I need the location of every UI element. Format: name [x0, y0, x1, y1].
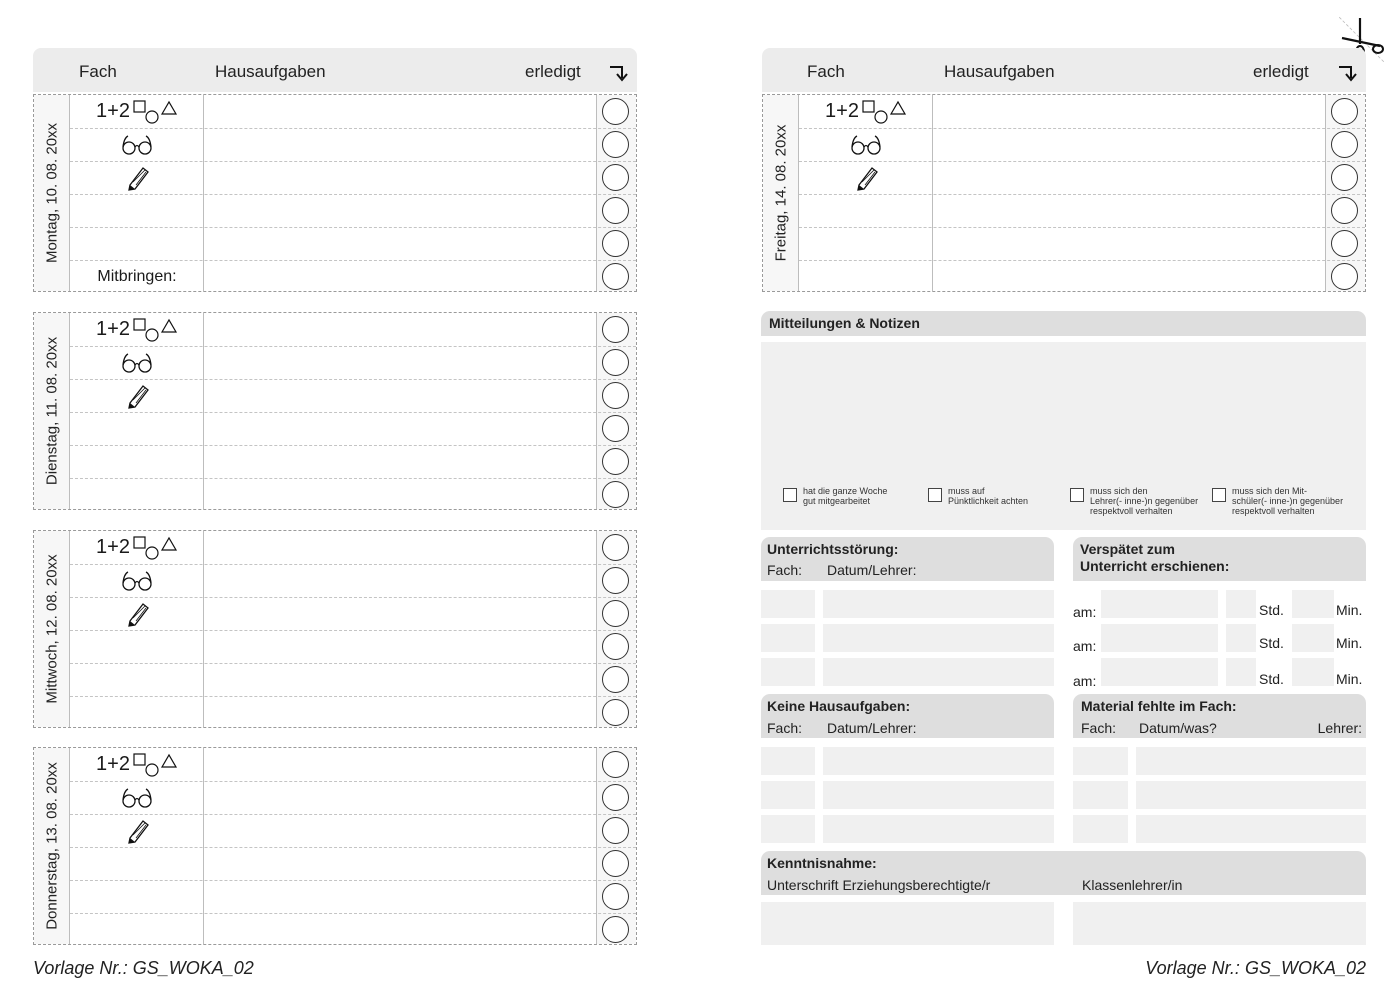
column-fach: Fach: — [1081, 720, 1117, 736]
verspaetet-std-field[interactable] — [1226, 658, 1256, 686]
verspaetet-date-field[interactable] — [1101, 590, 1218, 618]
math-symbol: 1+2 — [825, 99, 859, 122]
day-date: Freitag, 14. 08. 20xx — [772, 124, 789, 262]
corner-arrow-icon — [607, 60, 629, 82]
verspaetet-min-field[interactable] — [1292, 590, 1334, 618]
header-hausaufgaben: Hausaufgaben — [944, 62, 1055, 81]
footer-template-number-right: Vorlage Nr.: GS_WOKA_02 — [1145, 958, 1366, 978]
checkbox-square[interactable] — [928, 488, 942, 502]
left-header-bar — [33, 48, 637, 92]
material-datum-field[interactable] — [1136, 747, 1366, 775]
std-label: Std. — [1259, 602, 1284, 618]
verspaetet-date-field[interactable] — [1101, 624, 1218, 652]
footer-template-number-left: Vorlage Nr.: GS_WOKA_02 — [33, 958, 254, 978]
std-label: Std. — [1259, 671, 1284, 687]
day-date: Mittwoch, 12. 08. 20xx — [43, 554, 60, 704]
keine-ha-fach-field[interactable] — [761, 815, 815, 843]
checkbox-square[interactable] — [1070, 488, 1084, 502]
column-datum-lehrer: Datum/Lehrer: — [827, 720, 917, 736]
kenntnisnahme-header — [761, 851, 1366, 895]
shapes-icon — [861, 100, 907, 124]
done-checkbox[interactable] — [1331, 230, 1358, 257]
math-subject-cell — [70, 531, 204, 564]
math-symbol: 1+2 — [96, 99, 130, 122]
column-lehrer: Lehrer: — [1317, 720, 1362, 736]
mitteilungen-title: Mitteilungen & Notizen — [769, 315, 920, 331]
day-block-mittwoch — [33, 530, 637, 728]
done-checkbox[interactable] — [602, 316, 629, 343]
stoerung-datum-field[interactable] — [823, 590, 1054, 618]
kenntnisnahme-title: Kenntnisnahme: — [767, 855, 877, 871]
writing-subject-cell — [70, 161, 204, 194]
glasses-icon — [121, 570, 153, 592]
verspaetet-std-field[interactable] — [1226, 590, 1256, 618]
mitteilungen-header — [761, 311, 1366, 336]
math-symbol: 1+2 — [96, 317, 130, 340]
done-checkbox[interactable] — [602, 817, 629, 844]
done-checkbox[interactable] — [602, 415, 629, 442]
done-checkbox[interactable] — [602, 230, 629, 257]
done-checkbox[interactable] — [1331, 197, 1358, 224]
corner-arrow-icon — [1336, 60, 1358, 82]
day-date: Donnerstag, 13. 08. 20xx — [43, 762, 60, 930]
done-checkbox[interactable] — [602, 850, 629, 877]
done-checkbox[interactable] — [602, 481, 629, 508]
writing-subject-cell — [70, 814, 204, 847]
pencil-icon — [124, 601, 150, 627]
verspaetet-min-field[interactable] — [1292, 624, 1334, 652]
header-erledigt: erledigt — [525, 62, 581, 81]
header-erledigt: erledigt — [1253, 62, 1309, 81]
keine-ha-fach-field[interactable] — [761, 781, 815, 809]
reading-subject-cell — [70, 564, 204, 597]
done-checkbox[interactable] — [602, 448, 629, 475]
done-checkbox[interactable] — [602, 349, 629, 376]
glasses-icon — [121, 134, 153, 156]
done-checkbox[interactable] — [602, 633, 629, 660]
keine-hausaufgaben-title: Keine Hausaufgaben: — [767, 698, 911, 714]
column-datum-was: Datum/was? — [1139, 720, 1217, 736]
done-checkbox[interactable] — [602, 666, 629, 693]
reading-subject-cell — [799, 128, 933, 161]
shapes-icon — [132, 753, 178, 777]
done-checkbox[interactable] — [602, 699, 629, 726]
done-checkbox[interactable] — [1331, 131, 1358, 158]
reading-subject-cell — [70, 128, 204, 161]
pencil-icon — [853, 165, 879, 191]
header-hausaufgaben: Hausaufgaben — [215, 62, 326, 81]
math-subject-cell — [799, 95, 933, 128]
glasses-icon — [850, 134, 882, 156]
writing-subject-cell — [70, 597, 204, 630]
day-block-donnerstag — [33, 747, 637, 945]
day-date: Dienstag, 11. 08. 20xx — [43, 336, 60, 486]
stoerung-fach-field[interactable] — [761, 624, 815, 652]
pencil-icon — [124, 818, 150, 844]
pencil-icon — [124, 383, 150, 409]
material-title: Material fehlte im Fach: — [1081, 698, 1237, 714]
day-block-freitag — [762, 94, 1366, 292]
done-checkbox[interactable] — [602, 98, 629, 125]
pencil-icon — [124, 165, 150, 191]
reading-subject-cell — [70, 346, 204, 379]
signature-teacher-field[interactable] — [1073, 902, 1366, 945]
signature-parent-label: Unterschrift Erziehungsberechtigte/r — [767, 877, 991, 893]
checkbox-mitgearbeitet[interactable]: hat die ganze Woche gut mitgearbeitet — [783, 486, 887, 506]
done-checkbox[interactable] — [602, 534, 629, 561]
writing-subject-cell — [799, 161, 933, 194]
verspaetet-header — [1073, 537, 1366, 581]
stoerung-fach-field[interactable] — [761, 590, 815, 618]
verspaetet-title-1: Verspätet zum — [1080, 541, 1175, 557]
glasses-icon — [121, 787, 153, 809]
done-checkbox[interactable] — [602, 600, 629, 627]
min-label: Min. — [1336, 671, 1363, 687]
day-block-montag — [33, 94, 637, 292]
column-datum-lehrer: Datum/Lehrer: — [827, 562, 917, 578]
day-date-cell — [34, 95, 70, 291]
done-checkbox[interactable] — [602, 751, 629, 778]
min-label: Min. — [1336, 635, 1363, 651]
day-date: Montag, 10. 08. 20xx — [43, 122, 60, 264]
material-fach-field[interactable] — [1073, 747, 1128, 775]
std-label: Std. — [1259, 635, 1284, 651]
writing-subject-cell — [70, 379, 204, 412]
shapes-icon — [132, 536, 178, 560]
done-checkbox[interactable] — [1331, 164, 1358, 191]
verspaetet-std-field[interactable] — [1226, 624, 1256, 652]
notes-area[interactable] — [761, 342, 1366, 530]
am-label: am: — [1073, 604, 1097, 620]
glasses-icon — [121, 352, 153, 374]
done-checkbox[interactable] — [602, 263, 629, 290]
column-fach: Fach: — [767, 720, 803, 736]
signature-parent-field[interactable] — [761, 902, 1054, 945]
header-fach: Fach — [807, 62, 845, 81]
material-header — [1073, 694, 1366, 738]
material-datum-field[interactable] — [1136, 815, 1366, 843]
done-checkbox[interactable] — [602, 916, 629, 943]
stoerung-fach-field[interactable] — [761, 658, 815, 686]
math-subject-cell — [70, 748, 204, 781]
done-checkbox[interactable] — [602, 164, 629, 191]
shapes-icon — [132, 318, 178, 342]
verspaetet-date-field[interactable] — [1101, 658, 1218, 686]
done-checkbox[interactable] — [1331, 263, 1358, 290]
mitbringen-label: Mitbringen: — [97, 267, 177, 285]
keine-hausaufgaben-header — [761, 694, 1054, 738]
shapes-icon — [132, 100, 178, 124]
material-fach-field[interactable] — [1073, 815, 1128, 843]
math-symbol: 1+2 — [96, 752, 130, 775]
checkbox-square[interactable] — [783, 488, 797, 502]
math-symbol: 1+2 — [96, 535, 130, 558]
unterrichtsstoerung-header — [761, 537, 1054, 581]
math-subject-cell — [70, 313, 204, 346]
header-fach: Fach — [79, 62, 117, 81]
material-fach-field[interactable] — [1073, 781, 1128, 809]
done-checkbox[interactable] — [1331, 98, 1358, 125]
verspaetet-min-field[interactable] — [1292, 658, 1334, 686]
keine-ha-datum-field[interactable] — [823, 815, 1054, 843]
column-fach: Fach: — [767, 562, 803, 578]
done-checkbox[interactable] — [602, 382, 629, 409]
done-checkbox[interactable] — [602, 567, 629, 594]
right-header-bar — [762, 48, 1366, 92]
done-checkbox[interactable] — [602, 131, 629, 158]
done-checkbox[interactable] — [602, 197, 629, 224]
stoerung-datum-field[interactable] — [823, 624, 1054, 652]
stoerung-datum-field[interactable] — [823, 658, 1054, 686]
checkbox-lehrer-respekt[interactable]: muss sich den Lehrer(- inne-)n gegenüber respektvoll verhalten — [1070, 486, 1198, 516]
checkbox-square[interactable] — [1212, 488, 1226, 502]
checkbox-puenktlichkeit[interactable]: muss auf Pünktlichkeit achten — [928, 486, 1028, 506]
am-label: am: — [1073, 638, 1097, 654]
keine-ha-datum-field[interactable] — [823, 747, 1054, 775]
keine-ha-datum-field[interactable] — [823, 781, 1054, 809]
keine-ha-fach-field[interactable] — [761, 747, 815, 775]
min-label: Min. — [1336, 602, 1363, 618]
signature-teacher-label: Klassenlehrer/in — [1082, 877, 1183, 893]
day-block-dienstag — [33, 312, 637, 510]
reading-subject-cell — [70, 781, 204, 814]
math-subject-cell — [70, 95, 204, 128]
done-checkbox[interactable] — [602, 784, 629, 811]
am-label: am: — [1073, 673, 1097, 689]
verspaetet-title-2: Unterricht erschienen: — [1080, 558, 1230, 574]
unterrichtsstoerung-title: Unterrichtsstörung: — [767, 541, 899, 557]
material-datum-field[interactable] — [1136, 781, 1366, 809]
done-checkbox[interactable] — [602, 883, 629, 910]
checkbox-mitschueler-respekt[interactable]: muss sich den Mit- schüler(- inne-)n gegenüber respektvoll verhalten — [1212, 486, 1343, 516]
